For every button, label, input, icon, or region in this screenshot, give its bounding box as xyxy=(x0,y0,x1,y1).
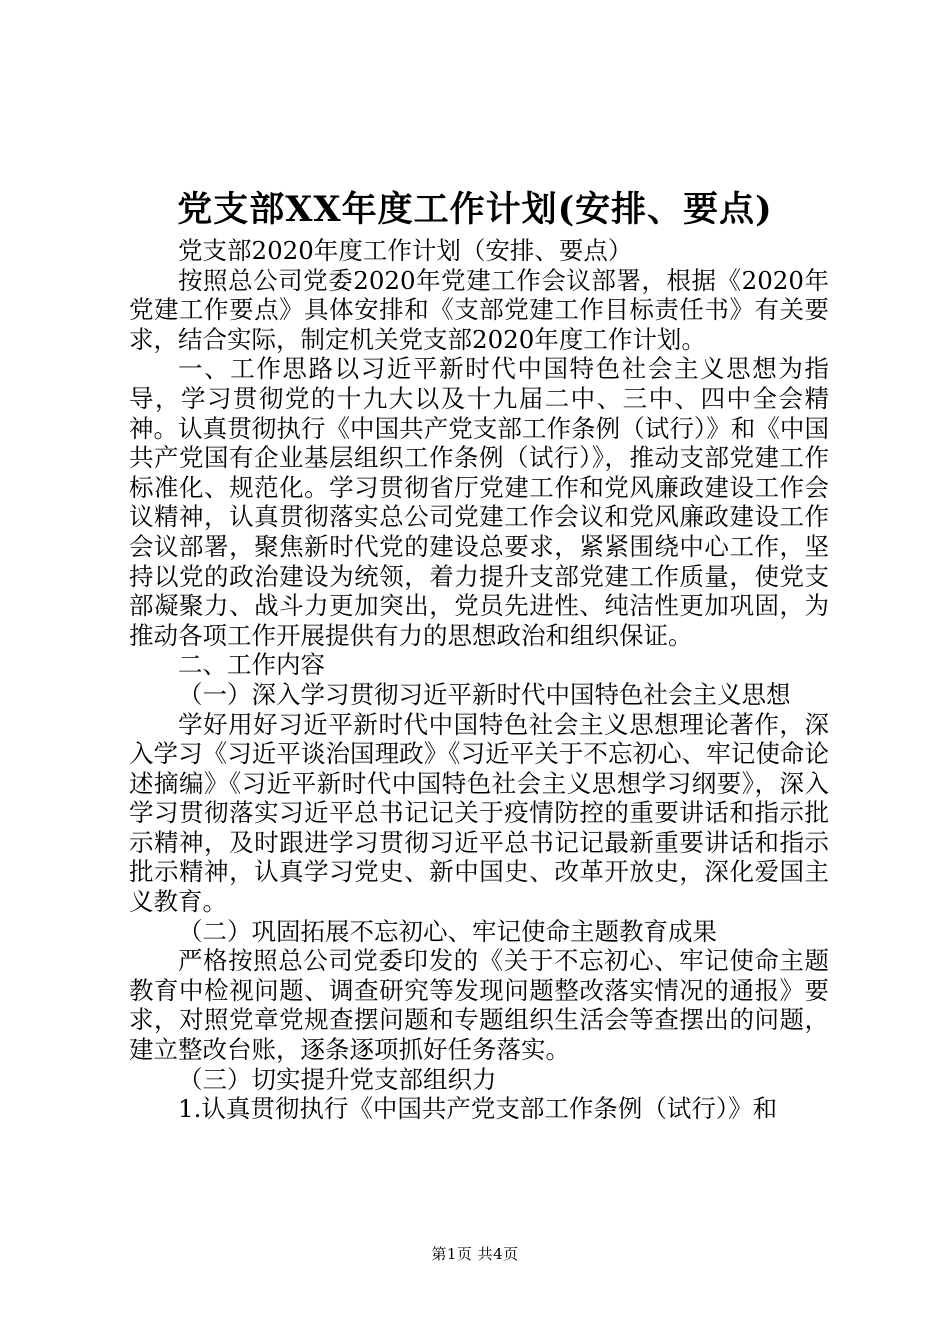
heading-subsection-2: （二）巩固拓展不忘初心、牢记使命主题教育成果 xyxy=(178,916,717,946)
paragraph-subsection-1: 学好用好习近平新时代中国特色社会主义思想理论著作，深入学习《习近平谈治国理政》《习近平关于不忘初心、牢记使命论述摘编》《习近平新时代中国特色社会主义思想学习纲要》，深入学习贯彻落实习近平总书记记关于疫情防控的重要讲话和指示批示精神，及时跟进学习贯彻习近平总书记记最新重要讲话和指示批示精神，认真学习党史、新中国史、改革开放史，深化爱国主义教育。 xyxy=(129,709,829,917)
paragraph-section-1: 一、工作思路以习近平新时代中国特色社会主义思想为指导，学习贯彻党的十九大以及十九届二中、三中、四中全会精神。认真贯彻执行《中国共产党支部工作条例（试行）》和《中国共产党国有企业基层组织工作条例（试行）》，推动支部党建工作标准化、规范化。学习贯彻省厅党建工作和党风廉政建设工作会议精神，认真贯彻落实总公司党建工作会议和党风廉政建设工作会议部署，聚焦新时代党的建设总要求，紧紧围绕中心工作，坚持以党的政治建设为统领，着力提升支部党建工作质量，使党支部凝聚力、战斗力更加突出，党员先进性、纯洁性更加巩固，为推动各项工作开展提供有力的思想政治和组织保证。 xyxy=(129,354,829,650)
document-title: 党支部XX年度工作计划(安排、要点) xyxy=(177,189,773,230)
document-body xyxy=(129,236,829,1124)
heading-subsection-3: （三）切实提升党支部组织力 xyxy=(178,1064,497,1094)
heading-subsection-1: （一）深入学习贯彻习近平新时代中国特色社会主义思想 xyxy=(178,679,791,709)
paragraph-subtitle: 党支部2020年度工作计划（安排、要点） xyxy=(178,236,633,265)
heading-section-2: 二、工作内容 xyxy=(178,650,325,680)
paragraph-subsection-2: 严格按照总公司党委印发的《关于不忘初心、牢记使命主题教育中检视问题、调查研究等发现问题整改落实情况的通报》要求，对照党章党规查摆问题和专题组织生活会等查摆出的问题，建立整改台账，逐条逐项抓好任务落实。 xyxy=(129,946,829,1065)
paragraph-item-1: 1.认真贯彻执行《中国共产党支部工作条例（试行）》和 xyxy=(178,1094,778,1124)
page-footer: 第1页 共4页 xyxy=(431,1245,519,1263)
paragraph-intro: 按照总公司党委2020年党建工作会议部署，根据《2020年党建工作要点》具体安排和《支部党建工作目标责任书》有关要求，结合实际，制定机关党支部2020年度工作计划。 xyxy=(129,265,829,354)
